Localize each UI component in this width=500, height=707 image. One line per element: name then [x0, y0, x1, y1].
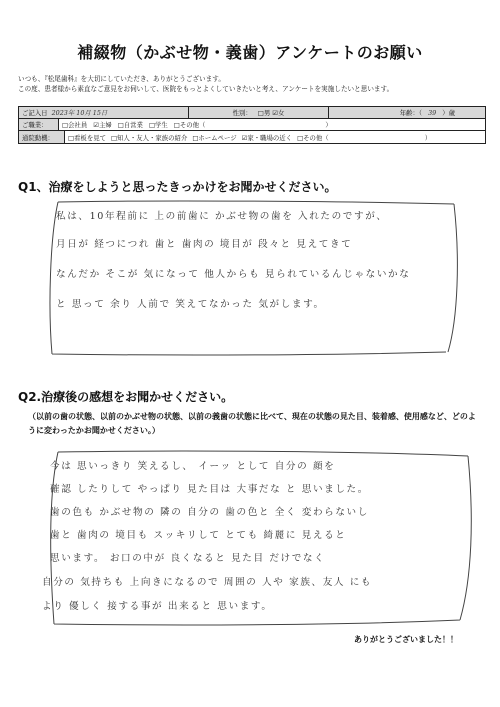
reason-option[interactable]: □知人・友人・家族の紹介 [111, 133, 188, 142]
reason-option[interactable]: □看板を見て [68, 133, 106, 142]
occupation-option[interactable]: □学生 [148, 121, 168, 129]
gender-male-checkbox[interactable]: □男 [257, 109, 271, 117]
reason-option[interactable]: □ホームページ [192, 133, 237, 142]
survey-title: 補綴物（かぶせ物・義歯）アンケートのお願い [77, 43, 423, 62]
intro-line: いつも、『松尾歯科』を大切にしていただき、ありがとうございます。 [18, 75, 225, 83]
gender-female-checkbox[interactable]: ☑女 [272, 109, 285, 117]
q1-answer-box[interactable] [36, 198, 466, 360]
date-label: ご記入日 [22, 109, 48, 117]
respondent-info-table [18, 106, 486, 144]
date-cell [19, 107, 189, 118]
date-value[interactable]: 2023年 10月 15日 [51, 109, 108, 117]
occupation-option[interactable]: ☑主婦 [93, 121, 112, 129]
reason-option[interactable]: ☑家・職場の近く [241, 133, 293, 142]
age-suffix: ）歳 [442, 109, 455, 117]
gender-label: 性別： [232, 109, 252, 117]
reason-option[interactable]: □その他（ [297, 133, 329, 142]
occupation-options [59, 119, 485, 130]
age-label: 年齢：（ [399, 109, 423, 117]
occupation-option[interactable]: □会社員 [62, 121, 88, 129]
closing-thanks: ありがとうございました！！ [354, 635, 458, 644]
occupation-label: ご職業： [19, 119, 59, 130]
reason-close-paren: ） [424, 133, 432, 142]
intro-text [18, 74, 488, 94]
info-row-1 [19, 107, 485, 119]
intro-line: この度、患者様から素直なご意見をお伺いして、医院をもっとよくしていきたいと考え、アンケートを実施したいと思います。 [18, 85, 394, 93]
occupation-close-paren: ） [325, 121, 332, 129]
q2-heading: Q2.治療後の感想をお聞かせください。 [18, 390, 234, 404]
q2-answer-line: より 優しく 接する事が 出来ると 思います。 [42, 601, 273, 612]
occupation-option[interactable]: □自営業 [117, 121, 143, 129]
q2-answer-line: 歯の色も かぶせ物の 隣の 自分の 歯の色と 全く 変わらないし [50, 507, 369, 518]
q2-answer-line: 確認 したりして やっぱり 見た目は 大事だな と 思いました。 [50, 484, 369, 495]
q2-answer-line: 思います。 お口の中が 良くなると 見た目 だけでなく [50, 553, 326, 564]
q2-answer-line: 自分の 気持ちも 上向きになるので 周囲の 人や 家族、友人 にも [42, 577, 373, 588]
q2-answer-box[interactable] [28, 448, 476, 628]
reason-options [65, 131, 485, 143]
q1-answer-line: 月日が 経つにつれ 歯と 歯肉の 境目が 段々と 見えてきて [56, 239, 353, 250]
age-value[interactable]: 39 [428, 108, 437, 117]
q1-answer-line: と 思って 余り 人前で 笑えてなかった 気がします。 [56, 299, 325, 310]
occupation-option[interactable]: □その他（ [173, 121, 206, 129]
age-cell [329, 107, 485, 118]
gender-cell [189, 107, 329, 118]
q1-answer-line: 私は、10年程前に 上の前歯に かぶせ物の歯を 入れたのですが、 [56, 211, 388, 222]
q1-answer-line: なんだか そこが 気になって 他人からも 見られているんじゃないかな [56, 269, 411, 280]
q2-answer-line: 歯と 歯肉の 境目も スッキリして とても 綺麗に 見えると [50, 530, 347, 541]
q2-answer-line: 今は 思いっきり 笑えるし、 イーッ として 自分の 顔を [50, 461, 336, 472]
q1-heading: Q1、治療をしようと思ったきっかけをお聞かせください。 [18, 180, 337, 194]
info-row-3 [19, 131, 485, 143]
q2-instructions: （以前の歯の状態、以前のかぶせ物の状態、以前の義歯の状態に比べて、現在の状態の見た目、装着感、使用感など、どのように変わったかお聞かせください。） [28, 412, 476, 435]
reason-label: 通院動機： [19, 131, 65, 143]
info-row-2 [19, 119, 485, 131]
